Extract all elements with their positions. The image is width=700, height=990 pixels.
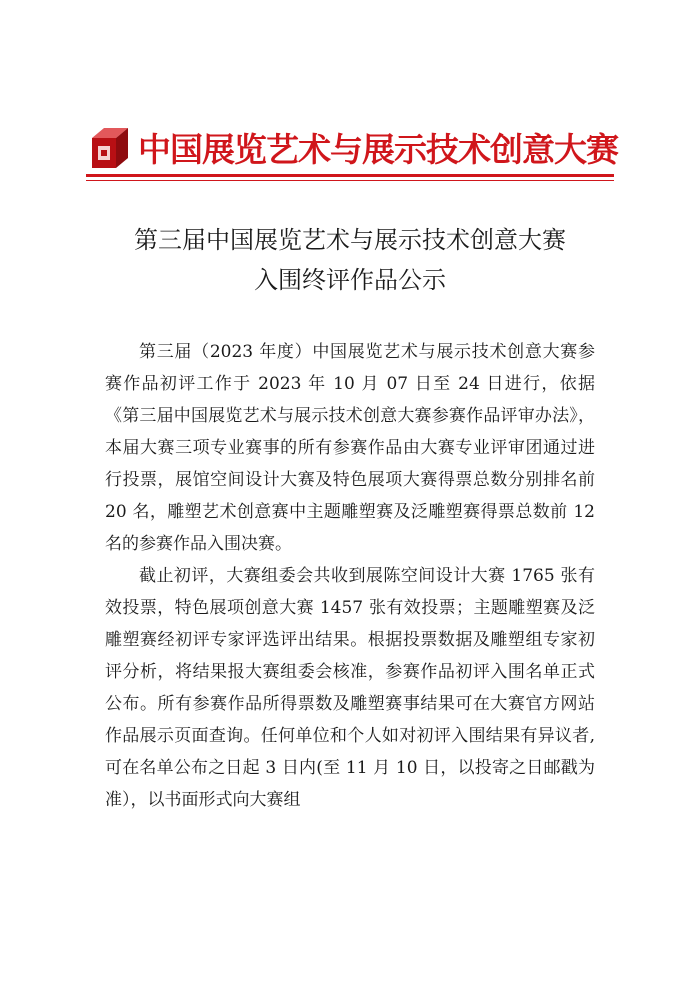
paragraph-1: 第三届（2023 年度）中国展览艺术与展示技术创意大赛参赛作品初评工作于 2023 年 10 月 07 日至 24 日进行，依据《第三届中国展览艺术与展示技术创意大赛参赛作品评审办法》，本届大赛三项专业赛事的所有参赛作品由大赛专业评审团通过进行投票，展馆空间设计大赛及特色展项大赛得票总数分别排名前 20 名，雕塑艺术创意赛中主题雕塑赛及泛雕塑赛得票总数前 12 名的参赛作品入围决赛。 bbox=[105, 342, 595, 554]
paragraph-2: 截止初评，大赛组委会共收到展陈空间设计大赛 1765 张有效投票，特色展项创意大赛 1457 张有效投票；主题雕塑赛及泛雕塑赛经初评专家评选评出结果。根据投票数据及雕塑组专家初评分析，将结果报大赛组委会核准，参赛作品初评入围名单正式公布。所有参赛作品所得票数及雕塑赛事结果可在大赛官方网站作品展示页面查询。任何单位和个人如对初评入围结果有异议者,可在名单公布之日起 3 日内(至 11 月 10 日，以投寄之日邮戳为准），以书面形式向大赛组 bbox=[105, 566, 595, 810]
document-title-line-1: 第三届中国展览艺术与展示技术创意大赛 bbox=[134, 226, 566, 254]
red-cube-logo-icon bbox=[86, 124, 134, 172]
header-divider-thin bbox=[86, 180, 614, 181]
header-divider bbox=[86, 174, 614, 177]
document-title-line-2: 入围终评作品公示 bbox=[254, 266, 446, 294]
document-title bbox=[40, 220, 660, 300]
header-title: 中国展览艺术与展示技术创意大赛 bbox=[138, 130, 618, 169]
page-header bbox=[86, 124, 618, 186]
document-body bbox=[105, 336, 595, 816]
